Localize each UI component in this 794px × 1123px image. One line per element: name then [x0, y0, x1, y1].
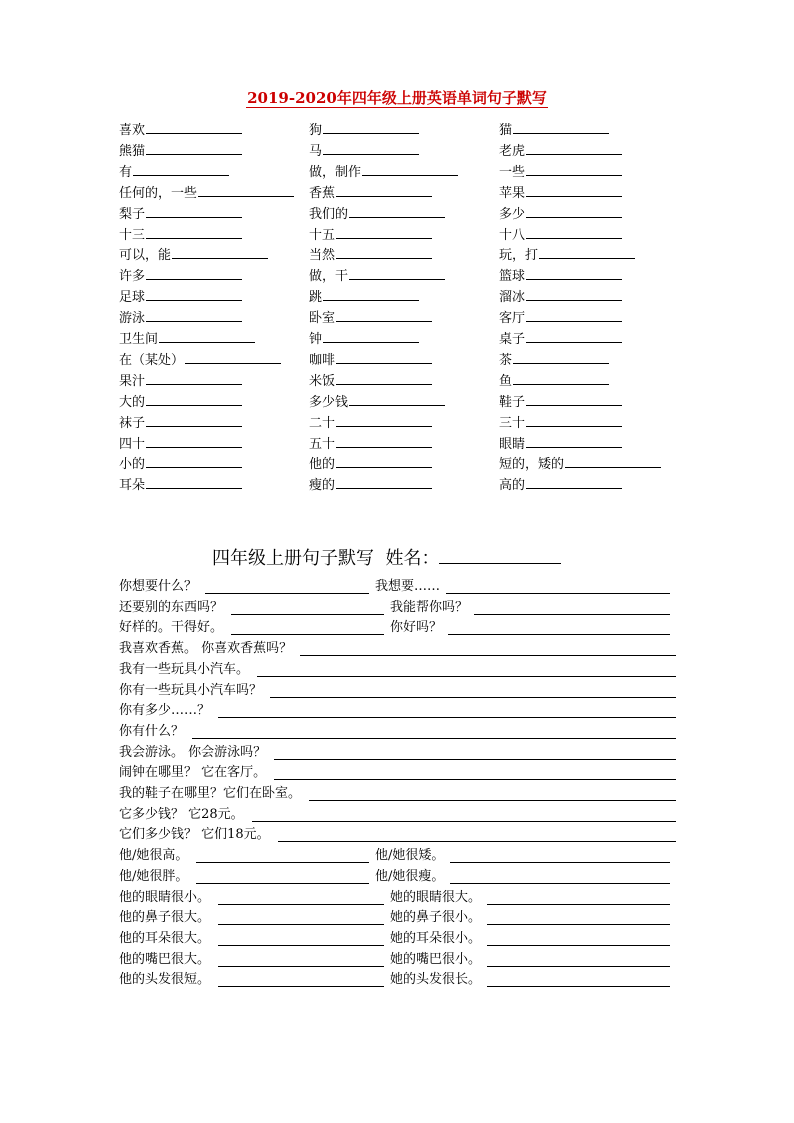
answer-blank[interactable] [146, 433, 242, 448]
word-label: 咖啡 [309, 352, 336, 368]
sentence-prompt: 还要别的东西吗？ [119, 599, 224, 615]
answer-blank[interactable] [349, 391, 445, 406]
word-label: 狗 [309, 123, 323, 138]
word-item [119, 328, 255, 350]
sentence-prompt: 你想要什么？ [119, 579, 198, 594]
answer-blank[interactable] [336, 224, 432, 239]
sentence-prompt: 我会游泳。 你会游泳吗？ [119, 744, 267, 760]
sentence-prompt: 他的鼻子很大。 [119, 910, 211, 926]
answer-blank[interactable] [218, 945, 384, 946]
answer-blank[interactable] [257, 676, 676, 677]
answer-blank[interactable] [146, 370, 242, 385]
word-row [0, 203, 794, 223]
answer-blank[interactable] [487, 904, 670, 905]
sentence-prompt: 他的嘴巴很大。 [119, 951, 211, 967]
word-item [499, 328, 622, 350]
answer-blank[interactable] [336, 182, 432, 197]
word-label: 耳朵 [119, 478, 146, 494]
word-row [0, 474, 794, 494]
answer-blank[interactable] [450, 883, 670, 884]
word-item [309, 328, 419, 350]
answer-blank[interactable] [336, 453, 432, 468]
answer-blank[interactable] [270, 697, 676, 698]
answer-blank[interactable] [146, 119, 242, 134]
answer-blank[interactable] [309, 800, 676, 801]
word-item [309, 140, 419, 162]
word-label: 二十 [309, 415, 336, 431]
word-item [309, 433, 432, 455]
word-row [0, 140, 794, 160]
word-item [309, 224, 432, 246]
sentence-prompt: 他/她很胖。 [119, 868, 189, 884]
word-label: 溜冰 [499, 290, 526, 306]
word-label: 苹果 [499, 185, 526, 201]
answer-blank[interactable] [487, 986, 670, 987]
answer-blank[interactable] [362, 161, 458, 176]
answer-blank[interactable] [205, 593, 369, 594]
word-label: 钟 [309, 332, 323, 347]
sentence-prompt-right: 她的头发很长。 [390, 972, 482, 988]
word-label: 三十 [499, 415, 526, 431]
word-item [499, 433, 622, 455]
word-label: 米饭 [309, 373, 336, 389]
word-item [309, 307, 432, 329]
word-label: 短的，矮的 [499, 457, 565, 473]
word-label: 他的 [309, 457, 336, 473]
word-label: 马 [309, 143, 323, 159]
word-label: 十五 [309, 227, 336, 243]
sentence-prompt: 你有什么？ [119, 723, 185, 739]
word-item [119, 244, 268, 266]
word-label: 高的 [499, 478, 526, 494]
word-label: 梨子 [119, 206, 146, 222]
answer-blank[interactable] [526, 224, 622, 239]
word-label: 桌子 [499, 332, 526, 347]
answer-blank[interactable] [487, 966, 670, 967]
word-label: 我们的 [309, 206, 349, 222]
word-label: 四十 [119, 436, 146, 452]
answer-blank[interactable] [196, 883, 369, 884]
answer-blank[interactable] [513, 370, 609, 385]
sentence-prompt: 你有一些玩具小汽车吗？ [119, 682, 263, 698]
answer-blank[interactable] [526, 182, 622, 197]
word-label: 多少钱 [309, 394, 349, 410]
word-label: 瘦的 [309, 478, 336, 494]
word-label: 多少 [499, 206, 526, 222]
answer-blank[interactable] [146, 453, 242, 468]
answer-blank[interactable] [146, 391, 242, 406]
answer-blank[interactable] [526, 433, 622, 448]
sentence-prompt-right: 她的耳朵很小。 [390, 930, 482, 946]
sentence-prompt-right: 她的鼻子很小。 [390, 910, 482, 926]
word-label: 卧室 [309, 311, 336, 327]
answer-blank[interactable] [474, 614, 670, 615]
answer-blank[interactable] [450, 862, 670, 863]
word-item [309, 349, 432, 371]
answer-blank[interactable] [336, 349, 432, 364]
answer-blank[interactable] [159, 328, 255, 343]
answer-blank[interactable] [349, 265, 445, 280]
answer-blank[interactable] [539, 244, 635, 259]
word-row [0, 307, 794, 327]
answer-blank[interactable] [146, 140, 242, 155]
word-label: 许多 [119, 269, 146, 285]
word-item [499, 140, 622, 162]
word-item [309, 244, 432, 266]
word-label: 在（某处） [119, 352, 185, 368]
answer-blank[interactable] [349, 203, 445, 218]
word-item [119, 140, 242, 162]
answer-blank[interactable] [146, 224, 242, 239]
answer-blank[interactable] [323, 119, 419, 134]
word-item [499, 474, 622, 496]
answer-blank[interactable] [526, 161, 622, 176]
sentence-prompt: 好样的。干得好。 [119, 620, 224, 636]
word-item [499, 349, 609, 371]
page-title: 2019-2020年四年级上册英语单词句子默写 [247, 89, 547, 107]
answer-blank[interactable] [513, 119, 609, 134]
answer-blank[interactable] [526, 203, 622, 218]
sentence-prompt: 我喜欢香蕉。 你喜欢香蕉吗？ [119, 641, 293, 657]
answer-blank[interactable] [274, 759, 676, 760]
answer-blank[interactable] [218, 904, 384, 905]
answer-blank[interactable] [146, 307, 242, 322]
answer-blank[interactable] [336, 474, 432, 489]
answer-blank[interactable] [336, 307, 432, 322]
word-item [309, 119, 419, 141]
sentence-prompt-right: 你好吗？ [390, 620, 443, 636]
word-row [0, 182, 794, 202]
answer-blank[interactable] [526, 140, 622, 155]
answer-blank[interactable] [278, 841, 676, 842]
answer-blank[interactable] [252, 821, 676, 822]
word-item [499, 453, 661, 475]
word-label: 眼睛 [499, 436, 526, 452]
word-item [119, 349, 281, 371]
word-row [0, 161, 794, 181]
word-item [119, 370, 242, 392]
word-label: 一些 [499, 164, 526, 180]
word-row [0, 391, 794, 411]
word-label: 篮球 [499, 269, 526, 285]
word-label: 当然 [309, 248, 336, 264]
word-item [309, 453, 432, 475]
sentence-prompt: 闹钟在哪里？ 它在客厅。 [119, 765, 267, 781]
sentence-prompt: 他的耳朵很大。 [119, 930, 211, 946]
word-label: 足球 [119, 290, 146, 306]
word-item [499, 412, 622, 434]
answer-blank[interactable] [300, 655, 676, 656]
word-label: 果汁 [119, 373, 146, 389]
word-item [499, 182, 622, 204]
word-label: 大的 [119, 394, 146, 410]
word-label: 做，干 [309, 269, 349, 285]
word-item [309, 370, 432, 392]
sentence-section-header [212, 543, 561, 572]
word-row [0, 453, 794, 473]
sentence-prompt: 它多少钱？ 它28元。 [119, 806, 244, 822]
answer-blank[interactable] [146, 265, 242, 280]
sentence-prompt-right: 他/她很瘦。 [375, 868, 445, 884]
word-item [119, 453, 242, 475]
sentence-prompt: 他/她很高。 [119, 848, 189, 864]
word-row [0, 286, 794, 306]
sentence-prompt: 他的眼睛很小。 [119, 889, 211, 905]
answer-blank[interactable] [513, 349, 609, 364]
sentence-prompt: 它们多少钱？ 它们18元。 [119, 827, 270, 843]
answer-blank[interactable] [146, 474, 242, 489]
word-label: 袜子 [119, 415, 146, 431]
word-label: 十八 [499, 227, 526, 243]
name-blank[interactable] [439, 543, 561, 564]
word-label: 小的 [119, 457, 146, 473]
answer-blank[interactable] [323, 286, 419, 301]
sentence-prompt: 你有多少……？ [119, 703, 211, 719]
word-item [309, 474, 432, 496]
answer-blank[interactable] [146, 286, 242, 301]
word-label: 喜欢 [119, 123, 146, 138]
word-label: 鱼 [499, 373, 513, 389]
word-label: 客厅 [499, 311, 526, 327]
word-item [499, 391, 622, 413]
word-item [499, 307, 622, 329]
word-item [119, 433, 242, 455]
answer-blank[interactable] [526, 328, 622, 343]
word-row [0, 433, 794, 453]
sentence-prompt-right: 我能帮你吗？ [390, 599, 469, 615]
answer-blank[interactable] [565, 453, 661, 468]
word-row [0, 224, 794, 244]
word-item [119, 391, 242, 413]
answer-blank[interactable] [323, 140, 419, 155]
word-label: 任何的，一些 [119, 185, 198, 201]
word-label: 卫生间 [119, 332, 159, 347]
word-label: 猫 [499, 123, 513, 138]
word-item [499, 161, 622, 183]
word-item [119, 182, 294, 204]
word-label: 熊猫 [119, 143, 146, 159]
word-label: 鞋子 [499, 394, 526, 410]
answer-blank[interactable] [526, 307, 622, 322]
word-row [0, 265, 794, 285]
answer-blank[interactable] [274, 779, 676, 780]
answer-blank[interactable] [218, 986, 384, 987]
answer-blank[interactable] [487, 945, 670, 946]
answer-blank[interactable] [172, 244, 268, 259]
word-label: 可以，能 [119, 248, 172, 264]
answer-blank[interactable] [198, 182, 294, 197]
answer-blank[interactable] [192, 738, 676, 739]
answer-blank[interactable] [336, 244, 432, 259]
word-item [499, 265, 622, 287]
answer-blank[interactable] [336, 370, 432, 385]
word-label: 茶 [499, 352, 513, 368]
answer-blank[interactable] [218, 717, 676, 718]
word-item [309, 182, 432, 204]
sentence-prompt-right: 他/她很矮。 [375, 848, 445, 864]
word-item [499, 224, 622, 246]
answer-blank[interactable] [526, 391, 622, 406]
word-item [499, 286, 622, 308]
answer-blank[interactable] [218, 966, 384, 967]
answer-blank[interactable] [526, 286, 622, 301]
word-item [119, 119, 242, 141]
word-label: 香蕉 [309, 185, 336, 201]
word-item [499, 244, 635, 266]
word-item [309, 161, 458, 183]
word-row [0, 119, 794, 139]
answer-blank[interactable] [526, 412, 622, 427]
answer-blank[interactable] [231, 634, 384, 635]
word-label: 十三 [119, 227, 146, 243]
word-item [309, 412, 432, 434]
word-row [0, 370, 794, 390]
sentence-section-title: 四年级上册句子默写 [212, 548, 374, 569]
answer-blank[interactable] [231, 614, 384, 615]
word-item [309, 391, 445, 413]
word-item [119, 286, 242, 308]
name-label: 姓名： [385, 548, 440, 569]
word-label: 有 [119, 164, 133, 180]
word-label: 玩，打 [499, 248, 539, 264]
word-label: 游泳 [119, 311, 146, 327]
sentence-prompt-right: 她的眼睛很大。 [390, 889, 482, 905]
answer-blank[interactable] [146, 412, 242, 427]
answer-blank[interactable] [146, 203, 242, 218]
answer-blank[interactable] [336, 433, 432, 448]
answer-blank[interactable] [196, 862, 369, 863]
answer-blank[interactable] [323, 328, 419, 343]
word-row [0, 349, 794, 369]
answer-blank[interactable] [218, 924, 384, 925]
sentence-prompt: 我的鞋子在哪里？它们在卧室。 [119, 786, 302, 801]
word-item [119, 307, 242, 329]
word-label: 老虎 [499, 143, 526, 159]
sentence-prompt-right: 我想要…… [375, 579, 441, 594]
answer-blank[interactable] [446, 593, 670, 594]
word-label: 跳 [309, 290, 323, 306]
word-row [0, 244, 794, 264]
word-item [499, 119, 609, 141]
answer-blank[interactable] [526, 265, 622, 280]
word-item [119, 265, 242, 287]
sentence-prompt-right: 她的嘴巴很小。 [390, 951, 482, 967]
word-label: 做，制作 [309, 164, 362, 180]
word-item [309, 286, 419, 308]
sentence-prompt: 他的头发很短。 [119, 972, 211, 988]
answer-blank[interactable] [336, 412, 432, 427]
word-row [0, 328, 794, 348]
answer-blank[interactable] [133, 161, 229, 176]
sentence-prompt: 我有一些玩具小汽车。 [119, 661, 250, 677]
word-item [119, 224, 242, 246]
word-item [119, 203, 242, 225]
word-item [499, 203, 622, 225]
word-item [119, 474, 242, 496]
answer-blank[interactable] [185, 349, 281, 364]
word-item [309, 203, 445, 225]
word-row [0, 412, 794, 432]
word-item [119, 161, 229, 183]
word-item [499, 370, 609, 392]
word-item [119, 412, 242, 434]
answer-blank[interactable] [526, 474, 622, 489]
answer-blank[interactable] [448, 634, 670, 635]
answer-blank[interactable] [487, 924, 670, 925]
word-label: 五十 [309, 436, 336, 452]
word-item [309, 265, 445, 287]
